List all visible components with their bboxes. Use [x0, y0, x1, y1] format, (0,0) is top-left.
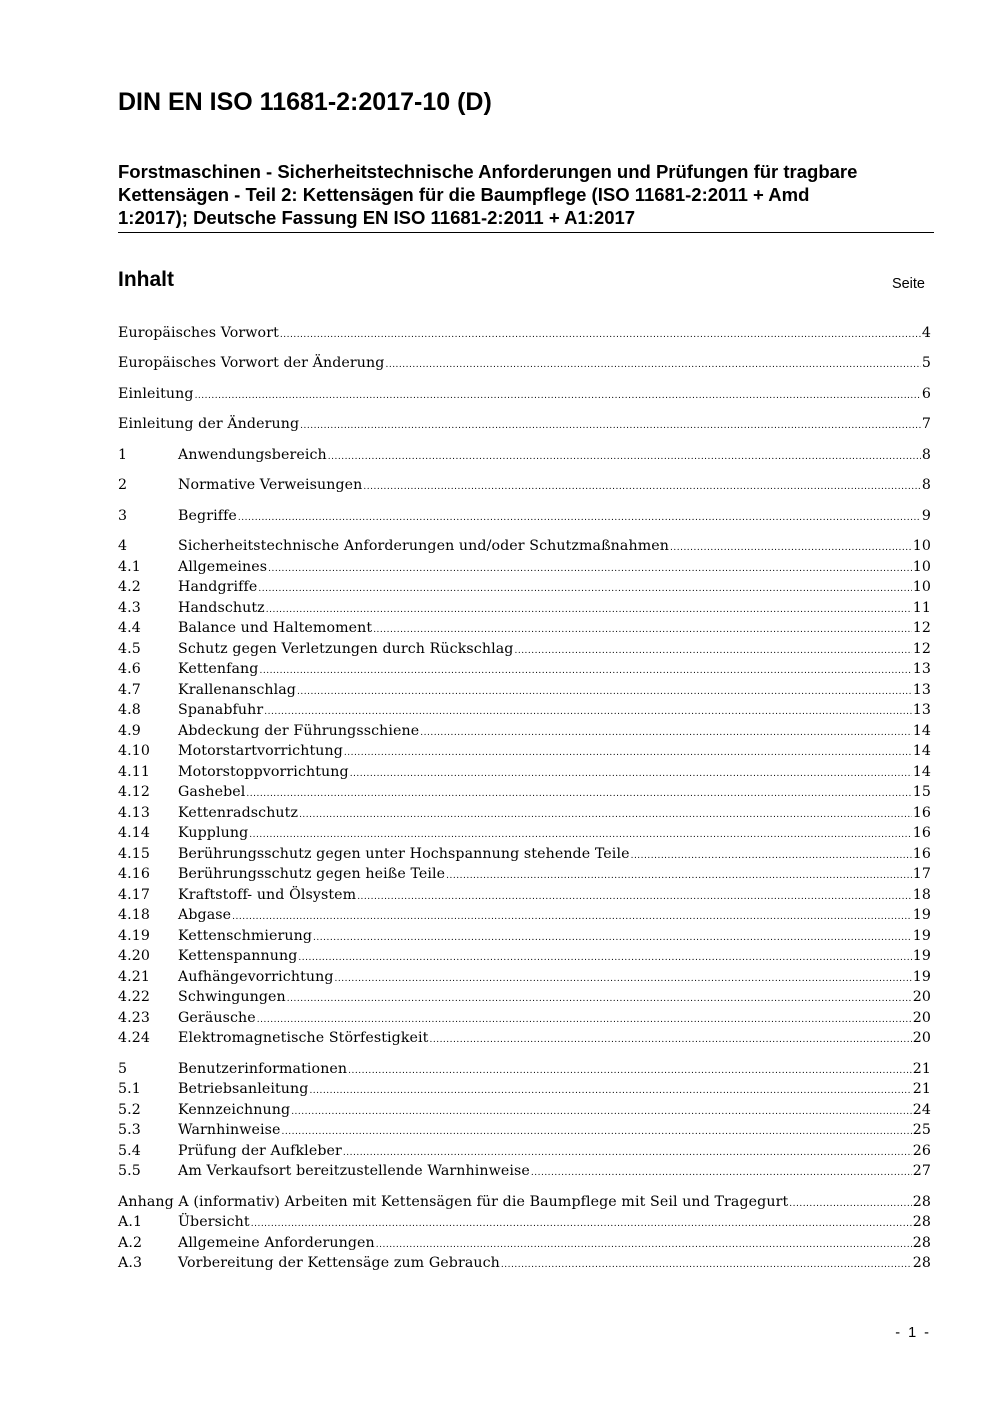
toc-entry-number: 5.1: [118, 1081, 141, 1097]
toc-entry-number: 4.2: [118, 579, 141, 595]
toc-entry-page: 20: [912, 1030, 931, 1046]
toc-entry-number: 4.17: [118, 887, 150, 903]
dot-leader: [280, 325, 921, 341]
dot-leader: [531, 1163, 912, 1179]
toc-entry-label: Kettenfang: [178, 661, 259, 677]
dot-leader: [376, 1235, 912, 1251]
toc-entry-page: 7: [921, 416, 931, 432]
toc-entry-page: 10: [912, 579, 931, 595]
toc-entry-label: Einleitung: [118, 386, 194, 402]
toc-entry[interactable]: [118, 907, 931, 927]
dot-leader: [385, 355, 920, 371]
dot-leader: [246, 784, 911, 800]
toc-entry-page: 16: [912, 846, 931, 862]
toc-entry-page: 26: [912, 1143, 931, 1159]
toc-entry-label: Motorstartvorrichtung: [178, 743, 343, 759]
toc-entry-page: 12: [912, 641, 931, 657]
toc-entry-label: Aufhängevorrichtung: [178, 969, 334, 985]
toc-entry-label: Handgriffe: [178, 579, 258, 595]
toc-entry-number: 4.23: [118, 1010, 150, 1026]
toc-entry[interactable]: [118, 477, 931, 497]
toc-entry-number: 4.12: [118, 784, 150, 800]
toc-heading: Inhalt: [118, 268, 174, 291]
toc-entry-page: 13: [912, 702, 931, 718]
toc-entry-label: Allgemeines: [178, 559, 268, 575]
toc-entry[interactable]: [118, 1122, 931, 1142]
toc-entry-page: 20: [912, 1010, 931, 1026]
toc-entry-number: 4.16: [118, 866, 150, 882]
page-number: - 1 -: [895, 1325, 931, 1341]
toc-entry-page: 5: [921, 355, 931, 371]
subtitle-line: Forstmaschinen - Sicherheitstechnische Anforderungen und Prüfungen für tragbare: [118, 161, 858, 182]
toc-entry-label: Krallenanschlag: [178, 682, 296, 698]
dot-leader: [343, 1143, 912, 1159]
toc-entry-number: 3: [118, 508, 128, 524]
toc-entry-label: Am Verkaufsort bereitzustellende Warnhinweise: [178, 1163, 530, 1179]
toc-entry-page: 16: [912, 825, 931, 841]
toc-entry-label: Einleitung der Änderung: [118, 416, 300, 432]
toc-entry[interactable]: [118, 784, 931, 804]
toc-entry-page: 27: [912, 1163, 931, 1179]
toc-entry[interactable]: [118, 1235, 931, 1255]
dot-leader: [357, 887, 912, 903]
document-subtitle: [118, 160, 934, 233]
toc-entry[interactable]: [118, 928, 931, 948]
dot-leader: [344, 743, 912, 759]
toc-entry[interactable]: [118, 764, 931, 784]
toc-entry-page: 28: [912, 1214, 931, 1230]
subtitle-line: 1:2017); Deutsche Fassung EN ISO 11681-2:2011 + A1:2017: [118, 207, 636, 228]
toc-entry-page: 13: [912, 682, 931, 698]
toc-entry-label: Handschutz: [178, 600, 265, 616]
toc-entry-page: 13: [912, 661, 931, 677]
toc-entry-number: A.1: [118, 1214, 143, 1230]
toc-entry-number: 4.8: [118, 702, 141, 718]
toc-entry[interactable]: [118, 641, 931, 661]
toc-entry-page: 14: [912, 723, 931, 739]
dot-leader: [514, 641, 911, 657]
toc-entry[interactable]: [118, 1163, 931, 1183]
toc-entry[interactable]: [118, 579, 931, 599]
dot-leader: [350, 764, 912, 780]
dot-leader: [631, 846, 912, 862]
dot-leader: [259, 661, 911, 677]
page-column-label: Seite: [891, 276, 925, 292]
toc-entry[interactable]: [118, 805, 931, 825]
toc-entry-page: 21: [912, 1081, 931, 1097]
toc-entry[interactable]: [118, 743, 931, 763]
toc-entry-label: Betriebsanleitung: [178, 1081, 309, 1097]
toc-entry-label: Kraftstoff- und Ölsystem: [178, 887, 357, 903]
toc-entry-label: Berührungsschutz gegen heiße Teile: [178, 866, 446, 882]
toc-entry[interactable]: [118, 948, 931, 968]
toc-entry-number: 4.6: [118, 661, 141, 677]
dot-leader: [268, 559, 912, 575]
dot-leader: [446, 866, 912, 882]
toc-entry-label: Allgemeine Anforderungen: [178, 1235, 375, 1251]
toc-entry-number: 4.5: [118, 641, 141, 657]
toc-entry[interactable]: [118, 538, 931, 558]
dot-leader: [249, 825, 911, 841]
toc-entry-page: 4: [921, 325, 931, 341]
toc-entry-label: Abdeckung der Führungsschiene: [178, 723, 420, 739]
toc-entry-page: 19: [912, 969, 931, 985]
toc-entry[interactable]: [118, 325, 931, 345]
toc-entry-label: Kettenspannung: [178, 948, 298, 964]
toc-entry[interactable]: [118, 1194, 931, 1214]
dot-leader: [348, 1061, 912, 1077]
toc-entry[interactable]: [118, 600, 931, 620]
toc-entry-page: 19: [912, 948, 931, 964]
toc-entry[interactable]: [118, 1214, 931, 1234]
toc-entry-label: Elektromagnetische Störfestigkeit: [178, 1030, 429, 1046]
toc-entry-number: 5.5: [118, 1163, 141, 1179]
toc-entry-label: Sicherheitstechnische Anforderungen und/oder Schutzmaßnahmen: [178, 538, 669, 554]
toc-entry-label: Abgase: [178, 907, 232, 923]
toc-entry-page: 15: [912, 784, 931, 800]
toc-entry-number: 4.21: [118, 969, 150, 985]
dot-leader: [299, 805, 912, 821]
toc-entry-page: 21: [912, 1061, 931, 1077]
toc-entry-page: 17: [912, 866, 931, 882]
toc-entry-page: 19: [912, 907, 931, 923]
toc-entry-page: 8: [921, 477, 931, 493]
toc-entry-number: 5.3: [118, 1122, 141, 1138]
toc-entry[interactable]: [118, 559, 931, 579]
toc-entry-number: 4.14: [118, 825, 150, 841]
dot-leader: [501, 1255, 912, 1271]
toc-entry-label: Vorbereitung der Kettensäge zum Gebrauch: [178, 1255, 500, 1271]
toc-entry-number: 4.4: [118, 620, 141, 636]
toc-entry-number: 5: [118, 1061, 128, 1077]
toc-entry-page: 24: [912, 1102, 931, 1118]
toc-entry-label: Prüfung der Aufkleber: [178, 1143, 342, 1159]
toc-entry-number: 5.4: [118, 1143, 141, 1159]
toc-entry-label: Warnhinweise: [178, 1122, 281, 1138]
toc-entry-page: 14: [912, 743, 931, 759]
toc-entry[interactable]: [118, 1061, 931, 1081]
dot-leader: [291, 1102, 912, 1118]
toc-entry-page: 28: [912, 1255, 931, 1271]
toc-entry-label: Kennzeichnung: [178, 1102, 291, 1118]
toc-entry[interactable]: [118, 1081, 931, 1101]
toc-entry-page: 28: [912, 1235, 931, 1251]
toc-entry-number: 4.20: [118, 948, 150, 964]
document-title: DIN EN ISO 11681-2:2017-10 (D): [118, 88, 492, 116]
toc-entry-label: Anhang A (informativ) Arbeiten mit Kettensägen für die Baumpflege mit Seil und Tragegurt: [118, 1194, 789, 1210]
toc-entry-label: Übersicht: [178, 1214, 250, 1230]
toc-entry[interactable]: [118, 1143, 931, 1163]
dot-leader: [287, 989, 912, 1005]
toc-entry-number: A.2: [118, 1235, 143, 1251]
toc-entry-label: Begriffe: [178, 508, 237, 524]
dot-leader: [238, 508, 921, 524]
dot-leader: [373, 620, 912, 636]
toc-entry-number: 4: [118, 538, 128, 554]
toc-entry-label: Europäisches Vorwort der Änderung: [118, 355, 385, 371]
toc-entry-label: Normative Verweisungen: [178, 477, 363, 493]
toc-entry-number: 4.7: [118, 682, 141, 698]
dot-leader: [195, 386, 921, 402]
toc-entry-label: Schwingungen: [178, 989, 286, 1005]
toc-entry[interactable]: [118, 866, 931, 886]
toc-entry[interactable]: [118, 508, 931, 528]
toc-entry[interactable]: [118, 1030, 931, 1050]
toc-entry[interactable]: [118, 846, 931, 866]
toc-entry[interactable]: [118, 447, 931, 467]
dot-leader: [251, 1214, 912, 1230]
toc-entry-number: 4.15: [118, 846, 150, 862]
toc-entry-page: 12: [912, 620, 931, 636]
toc-entry[interactable]: [118, 989, 931, 1009]
dot-leader: [420, 723, 911, 739]
toc-entry-number: 4.3: [118, 600, 141, 616]
dot-leader: [429, 1030, 911, 1046]
toc-entry-page: 14: [912, 764, 931, 780]
toc-entry-label: Spanabfuhr: [178, 702, 264, 718]
dot-leader: [328, 447, 921, 463]
toc-entry-page: 25: [912, 1122, 931, 1138]
toc-entry-label: Kupplung: [178, 825, 249, 841]
toc-entry-label: Geräusche: [178, 1010, 256, 1026]
toc-entry[interactable]: [118, 825, 931, 845]
toc-entry[interactable]: [118, 386, 931, 406]
toc-entry-page: 19: [912, 928, 931, 944]
toc-entry[interactable]: [118, 1102, 931, 1122]
toc-entry-number: 4.11: [118, 764, 150, 780]
dot-leader: [300, 416, 921, 432]
toc-entry-number: 4.9: [118, 723, 141, 739]
toc-entry[interactable]: [118, 682, 931, 702]
dot-leader: [266, 600, 912, 616]
toc-entry[interactable]: [118, 620, 931, 640]
toc-entry-label: Berührungsschutz gegen unter Hochspannung stehende Teile: [178, 846, 630, 862]
dot-leader: [789, 1194, 911, 1210]
toc-entry[interactable]: [118, 723, 931, 743]
toc-entry[interactable]: [118, 702, 931, 722]
dot-leader: [313, 928, 912, 944]
toc-entry-label: Anwendungsbereich: [178, 447, 327, 463]
dot-leader: [363, 477, 920, 493]
toc-entry[interactable]: [118, 887, 931, 907]
toc-entry[interactable]: [118, 416, 931, 436]
toc-entry-page: 8: [921, 447, 931, 463]
toc-entry-number: 4.22: [118, 989, 150, 1005]
toc-entry[interactable]: [118, 1010, 931, 1030]
toc-entry[interactable]: [118, 661, 931, 681]
toc-entry-page: 10: [912, 538, 931, 554]
toc-entry-page: 11: [912, 600, 931, 616]
dot-leader: [298, 948, 911, 964]
toc-entry-page: 16: [912, 805, 931, 821]
toc-entry-number: 2: [118, 477, 128, 493]
toc-entry-number: 5.2: [118, 1102, 141, 1118]
toc-entry-number: 4.13: [118, 805, 150, 821]
toc-entry-number: 1: [118, 447, 128, 463]
toc-entry-page: 9: [921, 508, 931, 524]
toc-entry-number: 4.19: [118, 928, 150, 944]
dot-leader: [282, 1122, 912, 1138]
toc-entry-label: Kettenradschutz: [178, 805, 299, 821]
dot-leader: [309, 1081, 911, 1097]
toc-entry[interactable]: [118, 1255, 931, 1275]
toc-entry-number: 4.18: [118, 907, 150, 923]
toc-entry-number: A.3: [118, 1255, 143, 1271]
toc-entry-label: Balance und Haltemoment: [178, 620, 373, 636]
toc-entry-page: 18: [912, 887, 931, 903]
toc-entry-label: Europäisches Vorwort: [118, 325, 279, 341]
toc-entry[interactable]: [118, 355, 931, 375]
toc-entry-label: Gashebel: [178, 784, 246, 800]
subtitle-line: Kettensägen - Teil 2: Kettensägen für die Baumpflege (ISO 11681-2:2011 + Amd: [118, 184, 810, 205]
toc-entry-page: 28: [912, 1194, 931, 1210]
toc-entry-page: 6: [921, 386, 931, 402]
toc-entry-label: Benutzerinformationen: [178, 1061, 348, 1077]
dot-leader: [258, 579, 911, 595]
toc-entry-page: 20: [912, 989, 931, 1005]
toc-entry-label: Schutz gegen Verletzungen durch Rückschlag: [178, 641, 514, 657]
dot-leader: [670, 538, 912, 554]
dot-leader: [335, 969, 912, 985]
dot-leader: [232, 907, 912, 923]
toc-entry-number: 4.10: [118, 743, 150, 759]
toc-entry-page: 10: [912, 559, 931, 575]
toc-entry[interactable]: [118, 969, 931, 989]
dot-leader: [257, 1010, 912, 1026]
dot-leader: [297, 682, 912, 698]
toc-entry-label: Motorstoppvorrichtung: [178, 764, 349, 780]
toc-entry-number: 4.1: [118, 559, 141, 575]
dot-leader: [264, 702, 911, 718]
toc-entry-label: Kettenschmierung: [178, 928, 313, 944]
toc-entry-number: 4.24: [118, 1030, 150, 1046]
